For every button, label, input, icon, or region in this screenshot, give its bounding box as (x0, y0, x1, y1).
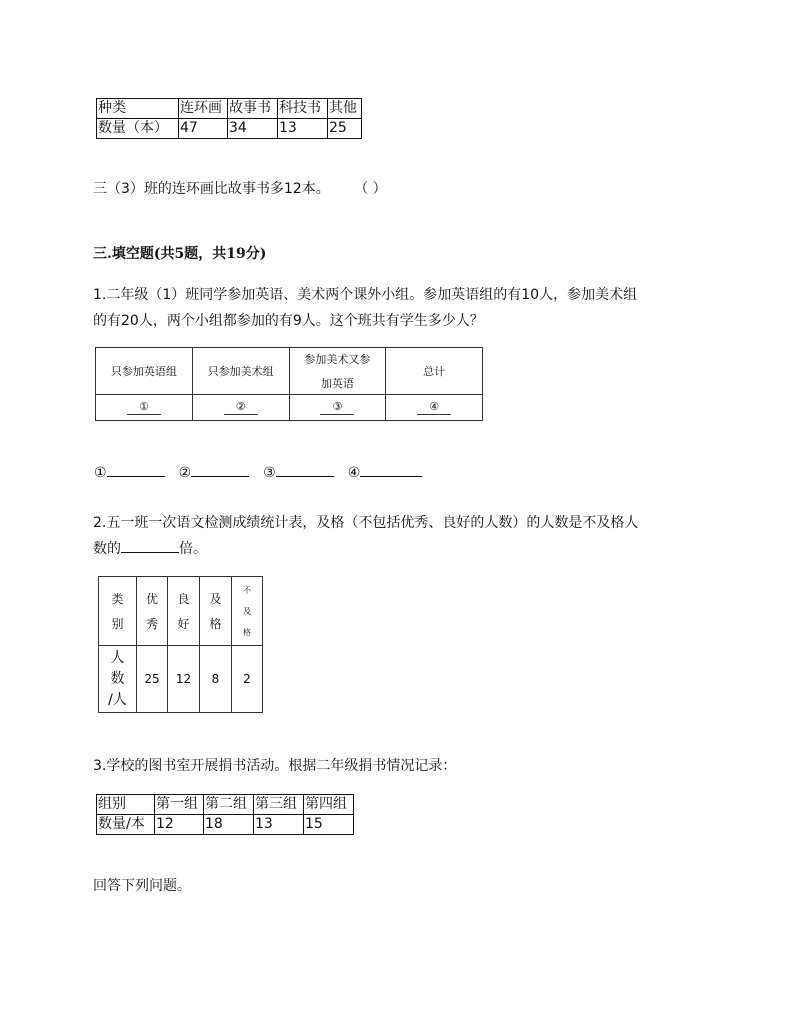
section-heading: 三.填空题(共5题，共19分) (93, 246, 267, 262)
table-cell: 12 (168, 646, 200, 713)
table-cell: 第三组 (254, 795, 304, 815)
table-row (99, 577, 263, 646)
circle-number: ① (127, 400, 161, 415)
answer-blanks (94, 462, 422, 481)
table-cell: 2 (232, 646, 263, 713)
table-row (97, 119, 362, 139)
table-header: 只参加英语组 (96, 348, 193, 395)
table-cell: 12 (155, 815, 204, 835)
line-text: 数的 (93, 541, 121, 557)
table-cell: 连环画 (179, 99, 228, 119)
club-table (95, 347, 483, 421)
table-cell: 25 (137, 646, 168, 713)
table-header: 总计 (386, 348, 483, 395)
header-line: 参加美术又参 (304, 352, 371, 366)
header-line: 加英语 (320, 376, 354, 390)
answer-blank[interactable] (360, 462, 422, 477)
table-cell: 第二组 (204, 795, 254, 815)
table-header (99, 577, 137, 646)
circle-number: ② (224, 400, 258, 415)
answer-blank[interactable] (191, 462, 249, 477)
table-cell: 18 (204, 815, 254, 835)
circle-number: ③ (320, 400, 354, 415)
header-char: 好 (177, 617, 190, 631)
header-char: 格 (243, 627, 251, 637)
question-2 (93, 510, 703, 562)
table-cell: 其他 (328, 99, 362, 119)
question-1-line-1: 1.二年级（1）班同学参加英语、美术两个课外小组。参加英语组的有10人，参加美术组 (93, 287, 638, 303)
table-row (96, 348, 483, 395)
blank-label: ③ (263, 465, 276, 481)
table-header (232, 577, 263, 646)
score-table (98, 576, 263, 713)
question-2-line-1: 2.五一班一次语文检测成绩统计表，及格（不包括优秀、良好的人数）的人数是不及格人 (93, 515, 639, 531)
header-char: 类 (111, 592, 124, 606)
label-char: /人 (108, 691, 127, 708)
header-char: 优 (145, 592, 158, 606)
table-cell: 种类 (97, 99, 179, 119)
header-char: 及 (243, 606, 251, 616)
table-header (168, 577, 200, 646)
table-cell: 故事书 (228, 99, 278, 119)
label-char: 人 (110, 649, 125, 666)
answer-blank[interactable] (276, 462, 334, 477)
table-header (137, 577, 168, 646)
book-type-table (96, 98, 362, 139)
table-header: 只参加美术组 (192, 348, 289, 395)
table-row (97, 99, 362, 119)
table-row (96, 394, 483, 420)
table-cell: 科技书 (278, 99, 328, 119)
table-header (289, 348, 386, 395)
judge-text: 三（3）班的连环画比故事书多12本。 (93, 181, 330, 197)
table-cell: 13 (254, 815, 304, 835)
table-cell: 第四组 (304, 795, 354, 815)
table-cell: 47 (179, 119, 228, 139)
answer-blank[interactable] (107, 462, 165, 477)
table-cell: 第一组 (155, 795, 204, 815)
judge-question (93, 180, 387, 198)
header-char: 别 (111, 617, 124, 631)
table-cell: 25 (328, 119, 362, 139)
answer-cell[interactable] (386, 394, 483, 420)
header-char: 及 (209, 592, 222, 606)
label-char: 数 (110, 670, 125, 687)
answer-cell[interactable] (289, 394, 386, 420)
table-cell: 组别 (97, 795, 155, 815)
table-row (97, 795, 354, 815)
header-char: 不 (243, 585, 251, 595)
header-char: 格 (209, 617, 222, 631)
table-cell: 34 (228, 119, 278, 139)
table-cell: 15 (304, 815, 354, 835)
circle-number: ④ (417, 400, 451, 415)
table-row (99, 646, 263, 713)
blank-label: ① (94, 465, 107, 481)
question-1-line-2: 的有20人，两个小组都参加的有9人。这个班共有学生多少人？ (93, 313, 484, 329)
answer-parentheses[interactable]: （ ） (354, 181, 387, 197)
answer-cell[interactable] (192, 394, 289, 420)
question-3-prompt: 回答下列问题。 (93, 878, 191, 894)
blank-label: ② (178, 465, 192, 481)
answer-cell[interactable] (96, 394, 193, 420)
table-row (97, 815, 354, 835)
answer-blank[interactable] (121, 537, 179, 553)
table-cell: 数量（本） (97, 119, 179, 139)
row-label (99, 646, 137, 713)
question-2-line-2 (93, 536, 703, 562)
blank-label: ④ (347, 465, 361, 481)
header-char: 良 (177, 592, 190, 606)
table-header (200, 577, 232, 646)
question-1 (93, 282, 703, 334)
header-char: 秀 (145, 617, 158, 631)
table-cell: 8 (200, 646, 232, 713)
table-cell: 13 (278, 119, 328, 139)
line-text: 倍。 (179, 541, 207, 557)
question-3-text: 3.学校的图书室开展捐书活动。根据二年级捐书情况记录： (93, 758, 457, 774)
table-cell: 数量/本 (97, 815, 155, 835)
donation-table (96, 794, 354, 835)
